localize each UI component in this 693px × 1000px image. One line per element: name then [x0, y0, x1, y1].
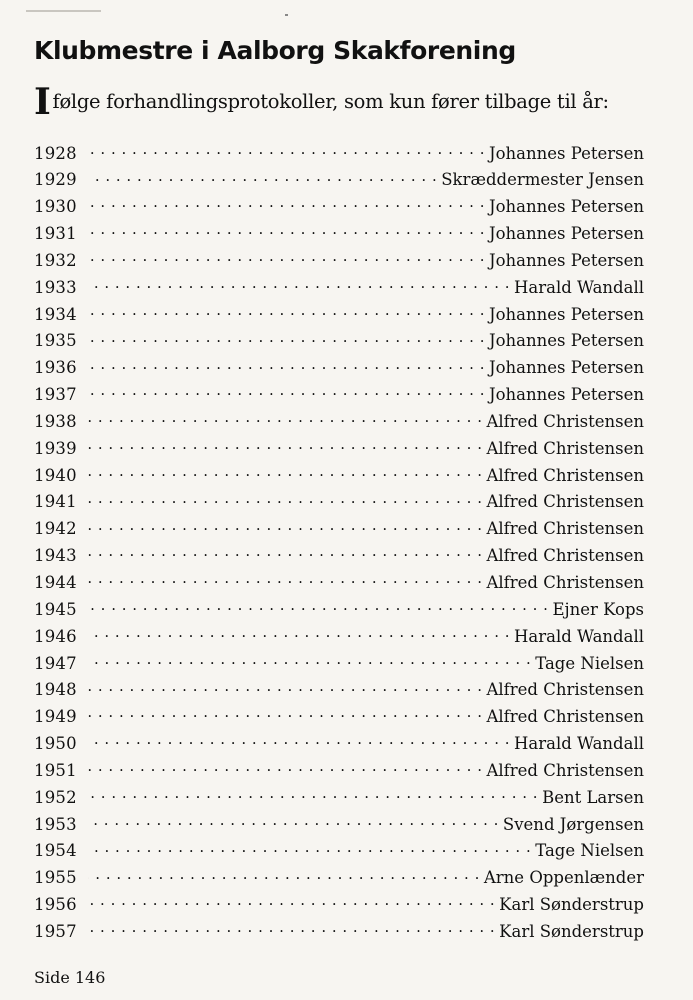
- intro-dropcap: I: [34, 81, 51, 123]
- dot-leader: [88, 196, 485, 213]
- champion-name: Johannes Petersen: [488, 304, 644, 324]
- dot-leader: [88, 384, 485, 401]
- list-item: [34, 733, 644, 760]
- champion-name: Karl Sønderstrup: [499, 921, 644, 941]
- dot-leader: [88, 142, 485, 159]
- champion-name: Bent Larsen: [542, 787, 644, 807]
- dot-leader: [88, 598, 548, 615]
- champion-year: 1952: [34, 787, 77, 807]
- list-item: [34, 357, 644, 384]
- champion-year: 1945: [34, 599, 77, 619]
- dot-leader: [88, 786, 538, 803]
- champion-name: Tage Nielsen: [535, 841, 644, 861]
- dot-leader: [88, 652, 531, 669]
- champion-year: 1929: [34, 170, 77, 190]
- page-number: Side 146: [34, 968, 106, 987]
- list-item: [34, 894, 644, 921]
- dot-leader: [88, 867, 480, 884]
- champion-name: Johannes Petersen: [488, 358, 644, 378]
- champion-year: 1932: [34, 250, 77, 270]
- list-item: [34, 598, 644, 625]
- champion-year: 1944: [34, 573, 77, 592]
- champion-name: Alfred Christensen: [486, 492, 644, 512]
- dot-leader: [88, 679, 482, 696]
- list-item: [34, 330, 644, 357]
- intro-text: følge forhandlingsprotokoller, som kun fører tilbage til år:: [52, 90, 609, 113]
- champion-year: 1937: [34, 385, 77, 405]
- champion-name: Johannes Petersen: [488, 385, 644, 405]
- champion-name: Johannes Petersen: [488, 250, 644, 270]
- champion-year: 1938: [34, 411, 77, 431]
- dot-leader: [88, 840, 531, 857]
- champion-year: 1942: [34, 519, 77, 539]
- champion-name: Skræddermester Jensen: [441, 170, 644, 190]
- list-item: [34, 518, 644, 545]
- champion-year: 1939: [34, 438, 77, 458]
- champion-name: Harald Wandall: [514, 734, 644, 754]
- champion-year: 1948: [34, 680, 77, 700]
- champion-year: 1954: [34, 841, 77, 861]
- champion-year: 1941: [34, 492, 77, 512]
- champion-year: 1931: [34, 224, 77, 244]
- champion-year: 1947: [34, 653, 77, 673]
- list-item: [34, 169, 644, 196]
- list-item: [34, 706, 644, 733]
- champion-name: Tage Nielsen: [535, 653, 644, 673]
- dot-leader: [88, 437, 482, 454]
- list-item: [34, 384, 644, 411]
- list-item: [34, 196, 644, 223]
- champion-name: Johannes Petersen: [488, 224, 644, 244]
- intro-paragraph: [34, 81, 609, 123]
- dot-leader: [88, 545, 482, 562]
- list-item: [34, 464, 644, 491]
- champion-name: Alfred Christensen: [486, 760, 644, 780]
- champion-year: 1928: [34, 143, 77, 163]
- dot-leader: [88, 303, 485, 320]
- list-item: [34, 491, 644, 518]
- top-mark: [285, 14, 288, 16]
- dot-leader: [88, 813, 499, 830]
- dot-leader: [88, 894, 495, 911]
- champion-name: Alfred Christensen: [486, 438, 644, 458]
- dot-leader: [88, 330, 485, 347]
- champion-name: Johannes Petersen: [488, 197, 644, 217]
- dot-leader: [88, 759, 482, 776]
- dot-leader: [88, 625, 510, 642]
- list-item: [34, 303, 644, 330]
- champion-year: 1949: [34, 707, 77, 727]
- champion-name: Alfred Christensen: [486, 546, 644, 566]
- champion-year: 1935: [34, 331, 77, 351]
- dot-leader: [88, 357, 485, 374]
- champion-name: Svend Jørgensen: [502, 814, 644, 834]
- list-item: [34, 759, 644, 786]
- list-item: [34, 410, 644, 437]
- champion-year: 1955: [34, 868, 77, 888]
- dot-leader: [88, 410, 482, 427]
- champion-name: Harald Wandall: [514, 277, 644, 297]
- champion-name: Alfred Christensen: [486, 573, 644, 592]
- champion-name: Johannes Petersen: [488, 331, 644, 351]
- list-item: [34, 652, 644, 679]
- list-item: [34, 920, 644, 947]
- champion-year: 1934: [34, 304, 77, 324]
- dot-leader: [88, 572, 482, 589]
- champion-year: 1951: [34, 760, 77, 780]
- champion-name: Karl Sønderstrup: [499, 895, 644, 915]
- champion-year: 1930: [34, 197, 77, 217]
- list-item: [34, 249, 644, 276]
- dot-leader: [88, 249, 485, 266]
- list-item: [34, 679, 644, 706]
- champion-year: 1940: [34, 465, 77, 485]
- champion-name: Harald Wandall: [514, 626, 644, 646]
- list-item: [34, 840, 644, 867]
- champion-name: Alfred Christensen: [486, 411, 644, 431]
- list-item: [34, 572, 644, 599]
- list-item: [34, 625, 644, 652]
- champion-name: Alfred Christensen: [486, 519, 644, 539]
- champion-name: Alfred Christensen: [486, 680, 644, 700]
- list-item: [34, 276, 644, 303]
- list-item: [34, 142, 644, 169]
- champion-year: 1957: [34, 921, 77, 941]
- dot-leader: [88, 276, 510, 293]
- champion-name: Ejner Kops: [552, 599, 644, 619]
- champion-name: Alfred Christensen: [486, 465, 644, 485]
- champions-list: [34, 142, 644, 947]
- champion-name: Arne Oppenlænder: [483, 868, 644, 888]
- champion-name: Alfred Christensen: [486, 707, 644, 727]
- champion-year: 1950: [34, 734, 77, 754]
- champion-year: 1953: [34, 814, 77, 834]
- champion-year: 1936: [34, 358, 77, 378]
- page-title: Klubmestre i Aalborg Skakforening: [34, 36, 516, 65]
- list-item: [34, 786, 644, 813]
- list-item: [34, 545, 644, 572]
- dot-leader: [88, 518, 482, 535]
- dot-leader: [88, 706, 482, 723]
- dot-leader: [88, 733, 510, 750]
- champion-year: 1956: [34, 895, 77, 915]
- champion-year: 1933: [34, 277, 77, 297]
- dot-leader: [88, 491, 482, 508]
- dot-leader: [88, 223, 485, 240]
- list-item: [34, 437, 644, 464]
- list-item: [34, 223, 644, 250]
- dot-leader: [88, 920, 495, 937]
- champion-name: Johannes Petersen: [488, 143, 644, 163]
- top-rule-divider: [26, 10, 101, 12]
- list-item: [34, 867, 644, 894]
- dot-leader: [88, 169, 437, 186]
- list-item: [34, 813, 644, 840]
- champion-year: 1943: [34, 546, 77, 566]
- champion-year: 1946: [34, 626, 77, 646]
- dot-leader: [88, 464, 482, 481]
